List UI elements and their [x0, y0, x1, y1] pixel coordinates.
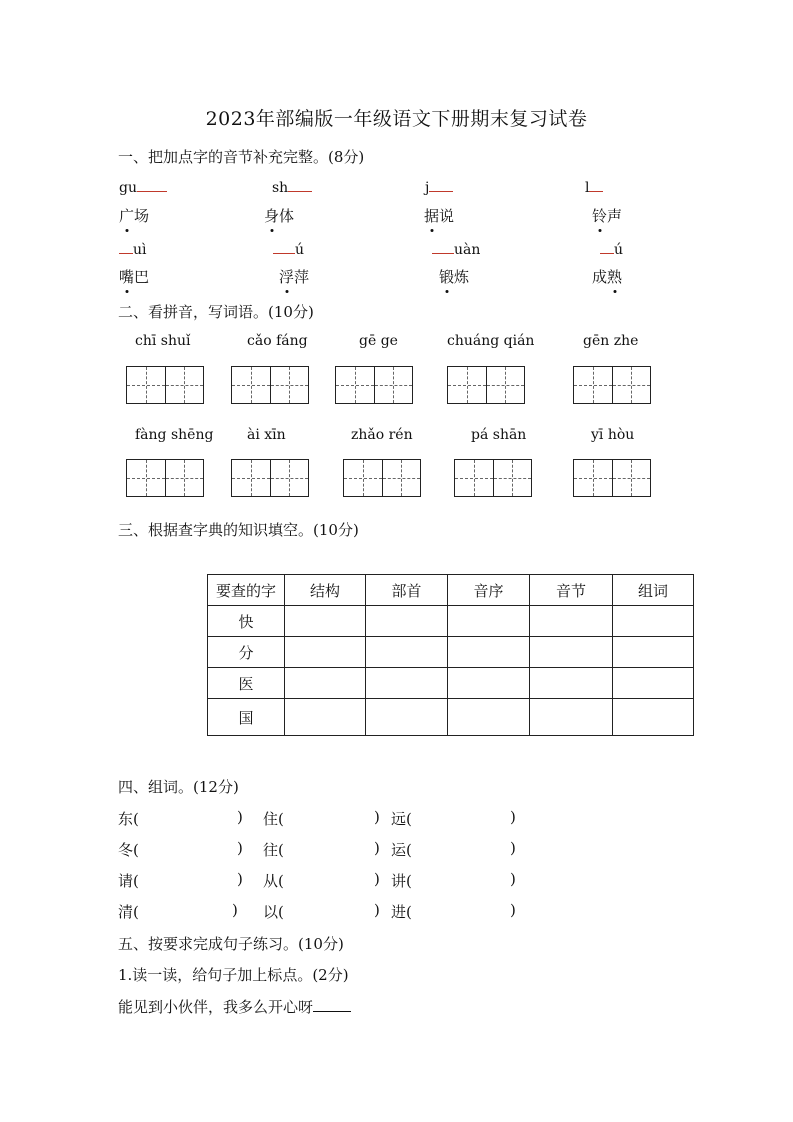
- pinyin-prefix: gu: [119, 180, 137, 196]
- word-group-item[interactable]: 进(: [391, 903, 412, 921]
- word-rest: 声: [607, 207, 623, 225]
- word-rest: 炼: [454, 268, 470, 286]
- pinyin-word-8: zhǎo rén: [351, 427, 413, 443]
- answer-cell[interactable]: [448, 699, 530, 736]
- section-5-heading: 五、按要求完成句子练习。(10分): [118, 935, 344, 953]
- word-group-item[interactable]: 从(: [263, 872, 284, 890]
- dotted-char: 广: [119, 207, 135, 225]
- section-2-heading: 二、看拼音，写词语。(10分): [118, 303, 314, 321]
- header-cell: 音序: [448, 575, 530, 606]
- word-5: [119, 266, 149, 287]
- word-group-close: ): [237, 808, 243, 826]
- word-group-close: ): [510, 839, 516, 857]
- word-group-item[interactable]: 远(: [391, 810, 412, 828]
- answer-cell[interactable]: [366, 606, 448, 637]
- pinyin-suffix: ú: [614, 242, 624, 258]
- pinyin-suffix: ú: [295, 242, 305, 258]
- pinyin-word-2: cǎo fáng: [247, 333, 308, 349]
- word-group-item[interactable]: 冬(: [118, 841, 139, 859]
- answer-cell[interactable]: [285, 637, 366, 668]
- pinyin-blank-6[interactable]: [273, 239, 304, 258]
- dotted-char: 铃: [592, 207, 608, 225]
- header-cell: 要查的字: [208, 575, 285, 606]
- answer-blank[interactable]: [288, 177, 312, 192]
- writing-grid[interactable]: [126, 459, 204, 497]
- word-group-close: ): [232, 901, 238, 919]
- pinyin-prefix: l: [585, 180, 590, 196]
- answer-cell[interactable]: [613, 699, 694, 736]
- word-group-close: ): [374, 870, 380, 888]
- dotted-char: 嘴: [119, 268, 135, 286]
- word-group-item[interactable]: 清(: [118, 903, 139, 921]
- header-cell: 组词: [613, 575, 694, 606]
- word-group-item[interactable]: 讲(: [391, 872, 412, 890]
- pinyin-word-3: gē ge: [359, 333, 398, 349]
- pinyin-blank-3[interactable]: [425, 177, 453, 196]
- writing-grid[interactable]: [231, 366, 309, 404]
- writing-grid[interactable]: [573, 459, 651, 497]
- pinyin-blank-1[interactable]: [119, 177, 167, 196]
- table-row: [208, 606, 694, 637]
- word-group-close: ): [374, 808, 380, 826]
- word-3: [424, 205, 454, 226]
- word-group-close: ): [510, 808, 516, 826]
- pinyin-word-6: fàng shēng: [135, 427, 214, 443]
- pinyin-word-9: pá shān: [471, 427, 527, 443]
- word-group-item[interactable]: 东(: [118, 810, 139, 828]
- sentence-line: [118, 996, 351, 1017]
- answer-cell[interactable]: [366, 668, 448, 699]
- table-row: [208, 699, 694, 736]
- answer-cell[interactable]: [613, 606, 694, 637]
- page-title: 2023年部编版一年级语文下册期末复习试卷: [205, 108, 588, 130]
- dotted-char: 身: [264, 207, 280, 225]
- question-1: 1.读一读，给句子加上标点。(2分): [118, 966, 349, 984]
- writing-grid[interactable]: [447, 366, 525, 404]
- answer-blank[interactable]: [273, 239, 295, 254]
- pinyin-suffix: uàn: [454, 242, 481, 258]
- header-cell: 结构: [285, 575, 366, 606]
- word-6: [279, 266, 309, 287]
- char-cell: 医: [208, 668, 285, 699]
- pinyin-prefix: sh: [272, 180, 289, 196]
- answer-cell[interactable]: [530, 699, 613, 736]
- pinyin-blank-2[interactable]: [272, 177, 312, 196]
- table-row: [208, 668, 694, 699]
- char-cell: 快: [208, 606, 285, 637]
- section-1-heading: 一、把加点字的音节补充完整。(8分): [118, 148, 365, 166]
- pinyin-blank-5[interactable]: [119, 239, 147, 258]
- word-2: [264, 205, 294, 226]
- word-rest: 说: [439, 207, 455, 225]
- dotted-char: 浮: [279, 268, 295, 286]
- pinyin-blank-8[interactable]: [600, 239, 623, 258]
- word-rest: 场: [134, 207, 150, 225]
- word-group-item[interactable]: 住(: [263, 810, 284, 828]
- pinyin-word-5: gēn zhe: [583, 333, 639, 349]
- word-1: [119, 205, 149, 226]
- word-group-item[interactable]: 以(: [263, 903, 284, 921]
- answer-blank[interactable]: [432, 239, 454, 254]
- pinyin-blank-7[interactable]: [432, 239, 480, 258]
- word-group-close: ): [510, 901, 516, 919]
- writing-grid[interactable]: [335, 366, 413, 404]
- answer-cell[interactable]: [285, 606, 366, 637]
- char-cell: 国: [208, 699, 285, 736]
- answer-cell[interactable]: [613, 668, 694, 699]
- answer-blank[interactable]: [589, 177, 603, 192]
- word-group-item[interactable]: 请(: [118, 872, 139, 890]
- pinyin-blank-4[interactable]: [585, 177, 603, 196]
- answer-cell[interactable]: [530, 606, 613, 637]
- word-group-close: ): [510, 870, 516, 888]
- answer-cell[interactable]: [613, 637, 694, 668]
- pinyin-word-10: yī hòu: [591, 427, 635, 443]
- answer-blank[interactable]: [119, 239, 133, 254]
- answer-cell[interactable]: [448, 637, 530, 668]
- answer-cell[interactable]: [530, 637, 613, 668]
- pinyin-word-7: ài xīn: [247, 427, 286, 443]
- table-row: [208, 637, 694, 668]
- section-3-heading: 三、根据查字典的知识填空。(10分): [118, 521, 359, 539]
- answer-cell[interactable]: [366, 637, 448, 668]
- word-4: [592, 205, 622, 226]
- writing-grid[interactable]: [231, 459, 309, 497]
- sentence-text: 能见到小伙伴，我多么开心呀: [118, 998, 314, 1016]
- word-group-item[interactable]: 运(: [391, 841, 412, 859]
- char-cell: 分: [208, 637, 285, 668]
- table-header-row: [208, 575, 694, 606]
- word-group-close: ): [374, 901, 380, 919]
- answer-cell[interactable]: [448, 668, 530, 699]
- word-rest: 萍: [294, 268, 310, 286]
- dotted-char: 熟: [607, 268, 623, 286]
- answer-blank[interactable]: [429, 177, 453, 192]
- answer-blank[interactable]: [600, 239, 614, 254]
- header-cell: 音节: [530, 575, 613, 606]
- answer-cell[interactable]: [530, 668, 613, 699]
- word-rest: 体: [279, 207, 295, 225]
- word-group-close: ): [237, 839, 243, 857]
- dotted-char: 锻: [439, 268, 455, 286]
- word-rest: 巴: [134, 268, 150, 286]
- word-7: [439, 266, 469, 287]
- section-4-heading: 四、组词。(12分): [118, 778, 239, 796]
- word-group-close: ): [374, 839, 380, 857]
- answer-cell[interactable]: [448, 606, 530, 637]
- dotted-char: 据: [424, 207, 440, 225]
- answer-cell[interactable]: [285, 699, 366, 736]
- answer-cell[interactable]: [285, 668, 366, 699]
- pinyin-word-4: chuáng qián: [447, 333, 535, 349]
- dictionary-table: [207, 574, 694, 736]
- word-rest: 成: [592, 268, 608, 286]
- writing-grid[interactable]: [126, 366, 204, 404]
- writing-grid[interactable]: [454, 459, 532, 497]
- word-group-item[interactable]: 往(: [263, 841, 284, 859]
- pinyin-word-1: chī shuǐ: [135, 333, 191, 349]
- answer-blank[interactable]: [137, 177, 167, 192]
- writing-grid[interactable]: [343, 459, 421, 497]
- answer-cell[interactable]: [366, 699, 448, 736]
- pinyin-prefix: j: [425, 180, 430, 196]
- word-group-close: ): [237, 870, 243, 888]
- punctuation-blank[interactable]: [313, 997, 351, 1012]
- pinyin-suffix: uì: [133, 242, 147, 258]
- word-8: [592, 266, 622, 287]
- writing-grid[interactable]: [573, 366, 651, 404]
- header-cell: 部首: [366, 575, 448, 606]
